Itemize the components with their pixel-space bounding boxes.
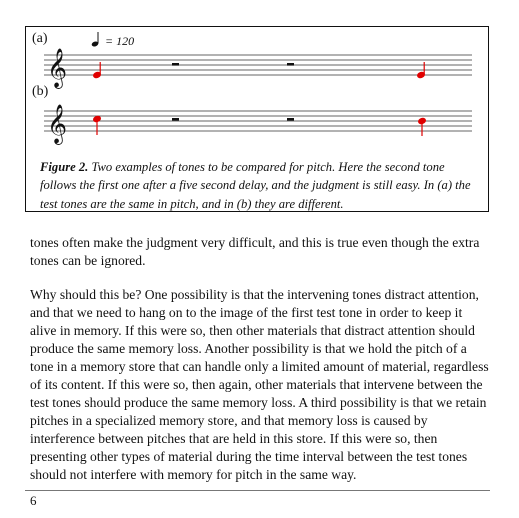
caption-title: Figure 2. bbox=[40, 160, 89, 174]
paragraph-2-text: Why should this be? One possibility is that the intervening tones distract attention, and that we need to hang on to the image of the first test tone in order to keep it alive in memory. If this were so, then other materials that distract attention should produce the same memory loss. Another possibility is that we hold the pitch of a tone in a memory store that can handle only a limited amount of material, regardless of its content. If this were so, then again, other materials that intervene between the test tones should produce the same memory loss. A third possibility is that we retain pitches in a specialized memory store, and that memory loss is caused by interference between pitches that are held in this store. If this were so, then presenting other types of material during the time interval between the test tones should not interfere with memory for pitch in the same way. bbox=[30, 287, 489, 482]
figure-caption bbox=[40, 158, 480, 213]
rest-a2 bbox=[287, 63, 294, 66]
treble-clef-icon: 𝄞 bbox=[47, 48, 68, 88]
rest-b2 bbox=[287, 118, 294, 121]
paragraph-1-text: tones often make the judgment very difficult, and this is true even though the extra tones can be ignored. bbox=[30, 235, 480, 268]
quarter-note-icon bbox=[91, 32, 99, 47]
staff-b bbox=[44, 111, 472, 131]
figure-label-a: (a) bbox=[32, 31, 48, 46]
tempo-marking: = 120 bbox=[105, 34, 135, 48]
footer-rule bbox=[25, 490, 490, 491]
treble-clef-icon: 𝄞 bbox=[47, 104, 68, 144]
music-notation bbox=[26, 27, 490, 157]
paragraph-1 bbox=[30, 234, 492, 270]
test-tone-b2 bbox=[418, 117, 427, 136]
paragraph-2 bbox=[30, 286, 492, 484]
rest-b1 bbox=[172, 118, 179, 121]
staff-a bbox=[44, 55, 472, 75]
test-tone-b1 bbox=[93, 115, 102, 135]
caption-text: Two examples of tones to be compared for pitch. Here the second tone follows the first one after a five second delay, and the judgment is still easy. In (a) the test tones are the same in pitch, and in (b) they are different. bbox=[40, 160, 471, 211]
page-number: 6 bbox=[30, 493, 37, 508]
figure-label-b: (b) bbox=[32, 84, 49, 99]
figure-box bbox=[25, 26, 489, 212]
rest-a1 bbox=[172, 63, 179, 66]
